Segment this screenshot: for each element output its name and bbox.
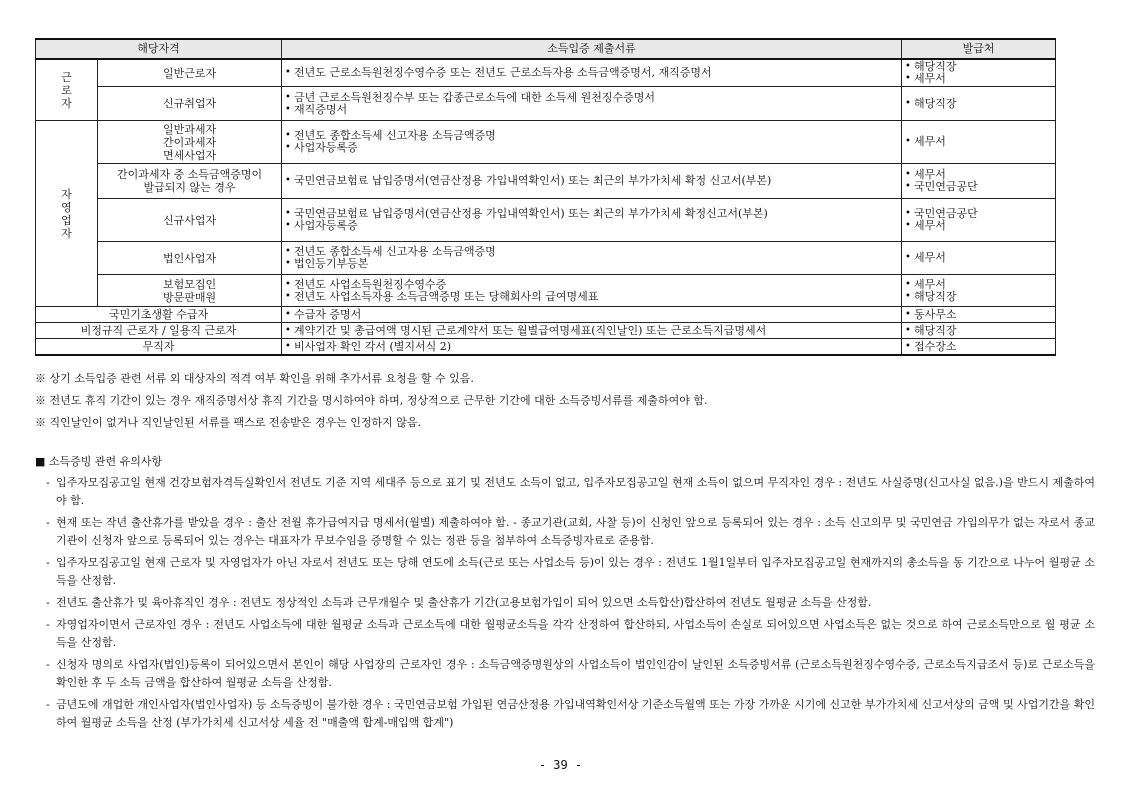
- category-cell: [98, 199, 282, 242]
- note-2: ※ 전년도 휴직 기간이 있는 경우 재직증명서상 휴직 기간을 명시하여야 하며, 정상적으로 근무한 기간에 대한 소득증빙서류를 제출하여야 함.: [35, 394, 708, 407]
- category-line: 발급되지 않는 경우: [143, 181, 236, 194]
- documents-cell: [282, 87, 902, 121]
- bullet-item: • 전년도 종합소득세 신고자용 소득금액증명: [285, 130, 898, 142]
- category-cell: [98, 275, 282, 307]
- documents-cell: [282, 59, 902, 87]
- precaution-item: [35, 696, 1095, 732]
- note-1: ※ 상기 소득입증 관련 서류 외 대상자의 적격 여부 확인을 위해 추가서류 요청을 할 수 있음.: [35, 372, 474, 385]
- precaution-text: 입주자모집공고일 현재 건강보험자격득실확인서 전년도 기준 지역 세대주 등으로 표기 및 전년도 소득이 없고, 입주자모집공고일 현재 소득이 없으며 무직자인 경우 : 전년도 사실증명(신고사실 없음.)을 반드시 제출하여야 함.: [56, 476, 1095, 507]
- documents-cell: [282, 121, 902, 164]
- bullet-item: • 사업자등록증: [285, 142, 898, 154]
- bullet-list: [285, 92, 898, 116]
- table-row: [36, 121, 1056, 164]
- section-title: ■ 소득증빙 관련 유의사항: [35, 455, 163, 468]
- bullet-item: • 국민연금공단: [905, 208, 1052, 220]
- documents-cell: [282, 199, 902, 242]
- table-row: [36, 59, 1056, 87]
- bullet-item: • 동사무소: [905, 309, 1052, 321]
- precaution-item: [35, 616, 1095, 652]
- table-row: [36, 275, 1056, 307]
- bullet-item: • 비사업자 확인 각서 (별지서식 2): [285, 341, 898, 353]
- table-row: [36, 339, 1056, 356]
- bullet-list: [285, 130, 898, 154]
- group-char: 근: [61, 70, 72, 84]
- bullet-item: • 해당직장: [905, 98, 1052, 110]
- table-row: [36, 87, 1056, 121]
- category-line: 간이과세자 중 소득금액증명이: [116, 168, 263, 181]
- issuer-cell: [902, 242, 1056, 275]
- bullet-list: [285, 309, 898, 321]
- table-header-row: [36, 39, 1056, 59]
- bullet-list: [905, 136, 1052, 148]
- bullet-item: • 세무서: [905, 136, 1052, 148]
- header-issuer: 발급처: [902, 39, 1056, 59]
- bullet-item: • 수급자 증명서: [285, 309, 898, 321]
- issuer-cell: [902, 307, 1056, 323]
- dash-marker: -: [46, 698, 50, 711]
- category-cell: [98, 242, 282, 275]
- category-line: 간이과세자: [162, 135, 217, 149]
- bullet-item: • 세무서: [905, 279, 1052, 291]
- bullet-item: • 금년 근로소득원천징수부 또는 갑종근로소득에 대한 소득세 원천징수증명서: [285, 92, 898, 104]
- precaution-text: 현재 또는 작년 출산휴가를 받았을 경우 : 출산 전월 휴가급여지급 명세서(월별) 제출하여야 함. - 종교기관(교회, 사찰 등)이 신청인 앞으로 등록되어 있는 경우 : 소득 신고의무 및 국민연금 가입의무가 없는 자로서 종교기관이 신청자 앞으로 등록되어 있는 경우는 대표자가 무보수임을 증명할 수 있는 정관 등을 첨부하여 소득증빙자료로 준용함.: [56, 516, 1095, 547]
- bullet-item: • 해당직장: [905, 291, 1052, 303]
- category-line: 면세사업자: [162, 148, 217, 162]
- bullet-item: • 세무서: [905, 73, 1052, 85]
- issuer-cell: [902, 59, 1056, 87]
- bullet-item: • 재직증명서: [285, 104, 898, 116]
- income-proof-table: [35, 38, 1056, 356]
- precaution-text: 신청자 명의로 사업자(법인)등록이 되어있으면서 본인이 해당 사업장의 근로자인 경우 : 소득금액증명원상의 사업소득이 법인인감이 날인된 소득증빙서류 (근로소득원천징수영수증, 근로소득지급조서 등)로 근로소득을 확인한 후 두 소득 금액을 합산하여 월평균 소득을 산정함.: [56, 658, 1095, 689]
- bullet-item: • 접수장소: [905, 341, 1052, 353]
- bullet-list: [905, 252, 1052, 264]
- bullet-item: • 해당직장: [905, 61, 1052, 73]
- precautions-section: [35, 455, 1095, 736]
- bullet-list: [905, 279, 1052, 303]
- category-line: 일반근로자: [162, 66, 217, 80]
- note-3: ※ 직인날인이 없거나 직인날인된 서류를 팩스로 전송받은 경우는 인정하지 않음.: [35, 416, 421, 429]
- bullet-item: • 계약기간 및 총급여액 명시된 근로계약서 또는 월별급여명세표(직인날인) 또는 근로소득지급명세서: [285, 325, 898, 337]
- category-cell: [36, 323, 282, 339]
- dash-marker: -: [46, 556, 50, 569]
- bullet-item: • 국민연금보험료 납입증명서(연금산정용 가입내역확인서) 또는 최근의 부가가치세 확정신고서(부본): [285, 208, 898, 220]
- category-line: 일반과세자: [162, 122, 217, 136]
- precaution-item: [35, 514, 1095, 550]
- issuer-cell: [902, 164, 1056, 199]
- category-cell: [98, 87, 282, 121]
- documents-cell: [282, 242, 902, 275]
- header-documents: 소득입증 제출서류: [282, 39, 902, 59]
- bullet-list: [285, 279, 898, 303]
- table-row: [36, 199, 1056, 242]
- bullet-list: [905, 169, 1052, 193]
- documents-cell: [282, 307, 902, 323]
- category-line: 국민기초생활 수급자: [108, 308, 209, 321]
- bullet-item: • 세무서: [905, 169, 1052, 181]
- group-char: 자: [61, 96, 72, 110]
- notes: [35, 372, 1095, 438]
- bullet-item: • 전년도 종합소득세 신고자용 소득금액증명: [285, 246, 898, 258]
- issuer-cell: [902, 121, 1056, 164]
- header-qualification: 해당자격: [36, 39, 282, 59]
- category-line: 보험모집인: [162, 277, 217, 291]
- dash-marker: -: [46, 596, 50, 609]
- documents-cell: [282, 339, 902, 356]
- bullet-item: • 국민연금공단: [905, 181, 1052, 193]
- bullet-item: • 국민연금보험료 납입증명서(연금산정용 가입내역확인서) 또는 최근의 부가가치세 확정 신고서(부본): [285, 175, 898, 187]
- bullet-list: [905, 208, 1052, 232]
- category-cell: [98, 59, 282, 87]
- dash-marker: -: [46, 476, 50, 489]
- bullet-item: • 세무서: [905, 220, 1052, 232]
- bullet-list: [285, 341, 898, 353]
- precaution-item: [35, 474, 1095, 510]
- bullet-item: • 전년도 사업소득원천징수영수증: [285, 279, 898, 291]
- bullet-list: [905, 341, 1052, 353]
- category-line: 신규사업자: [162, 213, 217, 227]
- dash-marker: -: [46, 658, 50, 671]
- table-row: [36, 307, 1056, 323]
- table-row: [36, 242, 1056, 275]
- bullet-list: [285, 246, 898, 270]
- category-line: 신규취업자: [162, 97, 217, 110]
- bullet-item: • 해당직장: [905, 325, 1052, 337]
- bullet-list: [285, 208, 898, 232]
- category-cell: [36, 307, 282, 323]
- issuer-cell: [902, 275, 1056, 307]
- category-line: 방문판매원: [162, 290, 217, 304]
- category-cell: [98, 121, 282, 164]
- dash-marker: -: [46, 516, 50, 529]
- group-char: 자: [61, 187, 72, 201]
- documents-cell: [282, 275, 902, 307]
- bullet-item: • 전년도 근로소득원천징수영수증 또는 전년도 근로소득자용 소득금액증명서, 재직증명서: [285, 67, 898, 79]
- bullet-item: • 세무서: [905, 252, 1052, 264]
- bullet-list: [285, 325, 898, 337]
- issuer-cell: [902, 199, 1056, 242]
- issuer-cell: [902, 339, 1056, 356]
- bullet-list: [905, 61, 1052, 85]
- bullet-item: • 전년도 사업소득자용 소득금액증명 또는 당해회사의 급여명세표: [285, 291, 898, 303]
- dash-marker: -: [46, 618, 50, 631]
- bullet-list: [905, 325, 1052, 337]
- category-line: 비정규직 근로자 / 일용직 근로자: [80, 324, 237, 337]
- precaution-text: 전년도 출산휴가 및 육아휴직인 경우 : 전년도 정상적인 소득과 근무개월수 및 출산휴가 기간(고용보험가입이 되어 있으면 소득합산)합산하여 전년도 월평균 소득을 산정함.: [56, 596, 872, 609]
- table-row: [36, 164, 1056, 199]
- documents-cell: [282, 323, 902, 339]
- bullet-item: • 법인등기부등본: [285, 258, 898, 270]
- group-label: [36, 59, 98, 121]
- table-row: [36, 323, 1056, 339]
- precaution-text: 입주자모집공고일 현재 근로자 및 자영업자가 아닌 자로서 전년도 또는 당해 연도에 소득(근로 또는 사업소득 등)이 있는 경우 : 전년도 1월1일부터 입주자모집공고일 현재까지의 총소득을 동 기간으로 나누어 월평균 소득을 산정함.: [56, 556, 1095, 587]
- precaution-item: [35, 554, 1095, 590]
- bullet-list: [285, 175, 898, 187]
- category-line: 무직자: [142, 340, 175, 353]
- issuer-cell: [902, 87, 1056, 121]
- precaution-text: 금년도에 개업한 개인사업자(법인사업자) 등 소득증빙이 불가한 경우 : 국민연금보험 가입된 연금산정용 가입내역확인서상 기준소득월액 또는 가장 가까운 시기에 신고한 부가가치세 신고서상의 금액 및 사업기간을 확인하여 월평균 소득을 산정 (부가가치세 신고서상 세율 전 "매출액 합계-매입액 합계"): [56, 698, 1095, 729]
- group-label: [36, 121, 98, 307]
- bullet-list: [905, 309, 1052, 321]
- documents-cell: [282, 164, 902, 199]
- page-number: - 39 -: [538, 758, 583, 772]
- group-char: 업: [61, 213, 72, 227]
- group-char: 영: [61, 200, 72, 214]
- bullet-list: [285, 67, 898, 79]
- precaution-text: 자영업자이면서 근로자인 경우 : 전년도 사업소득에 대한 월평균 소득과 근로소득에 대한 월평균소득을 각각 산정하여 합산하되, 사업소득이 손실로 되어있으면 사업소득은 없는 것으로 하여 근로소득만으로 월 평균 소득을 산정함.: [56, 618, 1095, 649]
- category-cell: [98, 164, 282, 199]
- category-line: 법인사업자: [162, 251, 217, 265]
- issuer-cell: [902, 323, 1056, 339]
- precaution-item: [35, 594, 1095, 612]
- bullet-item: • 사업자등록증: [285, 220, 898, 232]
- group-char: 로: [61, 83, 72, 97]
- category-cell: [36, 339, 282, 356]
- bullet-list: [905, 98, 1052, 110]
- precaution-item: [35, 656, 1095, 692]
- group-char: 자: [61, 226, 72, 240]
